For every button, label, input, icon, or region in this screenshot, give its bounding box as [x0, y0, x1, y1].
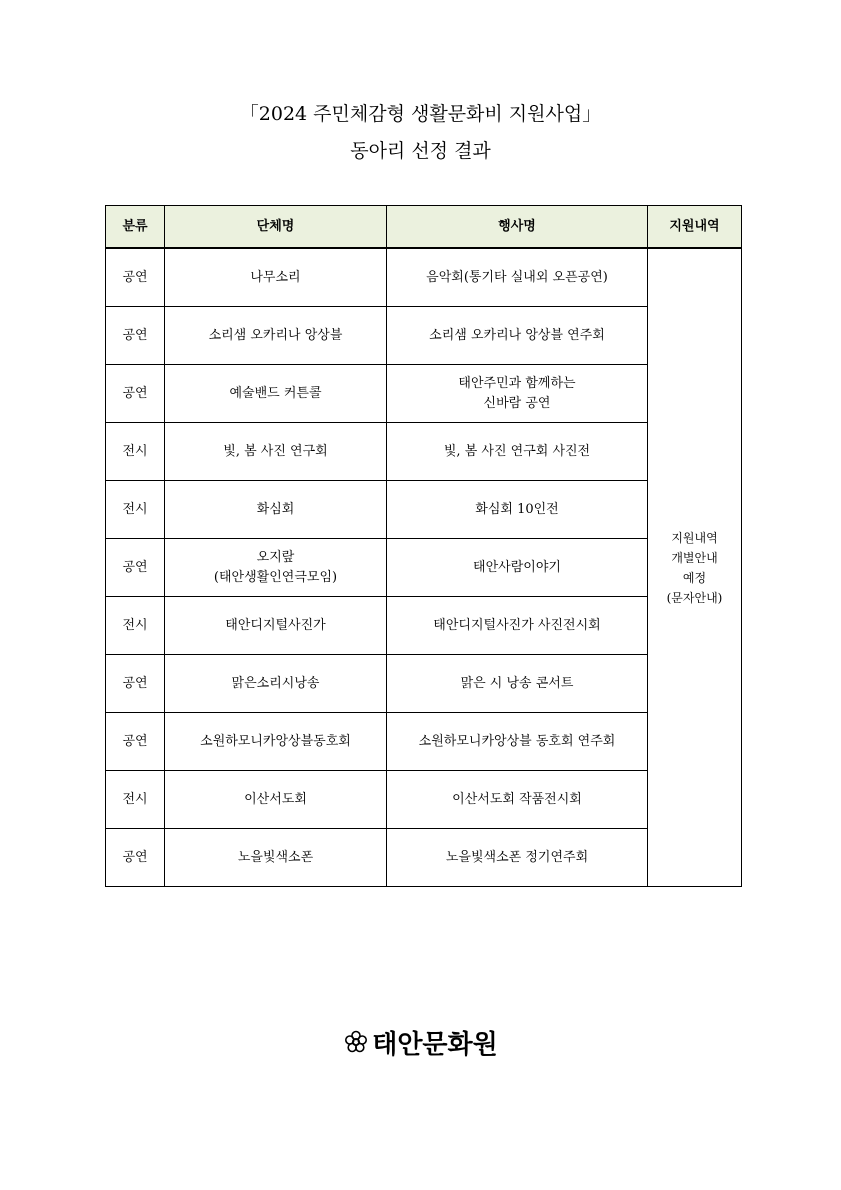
table-header-row	[106, 206, 742, 249]
table-row	[106, 365, 742, 423]
table-row	[106, 771, 742, 829]
support-details-cell	[648, 248, 742, 887]
row-event-name: 태안사람이야기	[387, 539, 648, 597]
row-group-name: 맑은소리시낭송	[165, 655, 387, 713]
row-group-name: 빛, 봄 사진 연구회	[165, 423, 387, 481]
table-row	[106, 307, 742, 365]
row-group-name: 예술밴드 커튼콜	[165, 365, 387, 423]
support-line: 개별안내	[671, 550, 718, 565]
row-event-name: 빛, 봄 사진 연구회 사진전	[387, 423, 648, 481]
row-category: 전시	[106, 423, 165, 481]
row-event-name: 소리샘 오카리나 앙상블 연주회	[387, 307, 648, 365]
group-name-line: 오지랖	[256, 549, 295, 565]
event-name-line: 태안주민과 함께하는	[458, 375, 576, 391]
row-category: 공연	[106, 365, 165, 423]
table-row	[106, 713, 742, 771]
row-group-name: 노을빛색소폰	[165, 829, 387, 887]
row-group-name: 소리샘 오카리나 앙상블	[165, 307, 387, 365]
row-category: 전시	[106, 597, 165, 655]
table-row	[106, 248, 742, 307]
header-support: 지원내역	[648, 206, 742, 249]
header-category: 분류	[106, 206, 165, 249]
row-category: 공연	[106, 307, 165, 365]
group-name-line: (태안생활인연극모임)	[213, 569, 338, 585]
row-group-name: 화심회	[165, 481, 387, 539]
event-name-line: 신바람 공연	[483, 395, 551, 411]
organization-name: 태안문화원	[372, 1030, 498, 1060]
row-category: 전시	[106, 771, 165, 829]
row-group-name: 이산서도회	[165, 771, 387, 829]
row-group-name	[165, 539, 387, 597]
row-group-name: 소원하모니카앙상블동호회	[165, 713, 387, 771]
row-event-name	[387, 365, 648, 423]
table-row	[106, 597, 742, 655]
row-event-name: 음악회(통기타 실내외 오픈공연)	[387, 248, 648, 307]
table-row	[106, 829, 742, 887]
organization-footer	[0, 1024, 841, 1062]
row-event-name: 이산서도회 작품전시회	[387, 771, 648, 829]
header-group-name: 단체명	[165, 206, 387, 249]
row-event-name: 소원하모니카앙상블 동호회 연주회	[387, 713, 648, 771]
header-event-name: 행사명	[387, 206, 648, 249]
row-event-name: 화심회 10인전	[387, 481, 648, 539]
table-row	[106, 655, 742, 713]
row-category: 공연	[106, 713, 165, 771]
support-line: 예정	[682, 570, 707, 585]
table-row	[106, 481, 742, 539]
support-line: (문자안내)	[666, 590, 723, 605]
row-event-name: 맑은 시 낭송 콘서트	[387, 655, 648, 713]
selection-result-table	[105, 205, 742, 887]
row-group-name: 나무소리	[165, 248, 387, 307]
row-category: 전시	[106, 481, 165, 539]
row-event-name: 노을빛색소폰 정기연주회	[387, 829, 648, 887]
document-title: 「2024 주민체감형 생활문화비 지원사업」	[239, 103, 602, 125]
table-row	[106, 539, 742, 597]
row-category: 공연	[106, 655, 165, 713]
support-line: 지원내역	[671, 530, 718, 545]
row-group-name: 태안디지털사진가	[165, 597, 387, 655]
flower-logo-icon	[343, 1029, 369, 1062]
table-row	[106, 423, 742, 481]
row-event-name: 태안디지털사진가 사진전시회	[387, 597, 648, 655]
document-subtitle: 동아리 선정 결과	[350, 140, 491, 162]
row-category: 공연	[106, 539, 165, 597]
row-category: 공연	[106, 829, 165, 887]
row-category: 공연	[106, 248, 165, 307]
